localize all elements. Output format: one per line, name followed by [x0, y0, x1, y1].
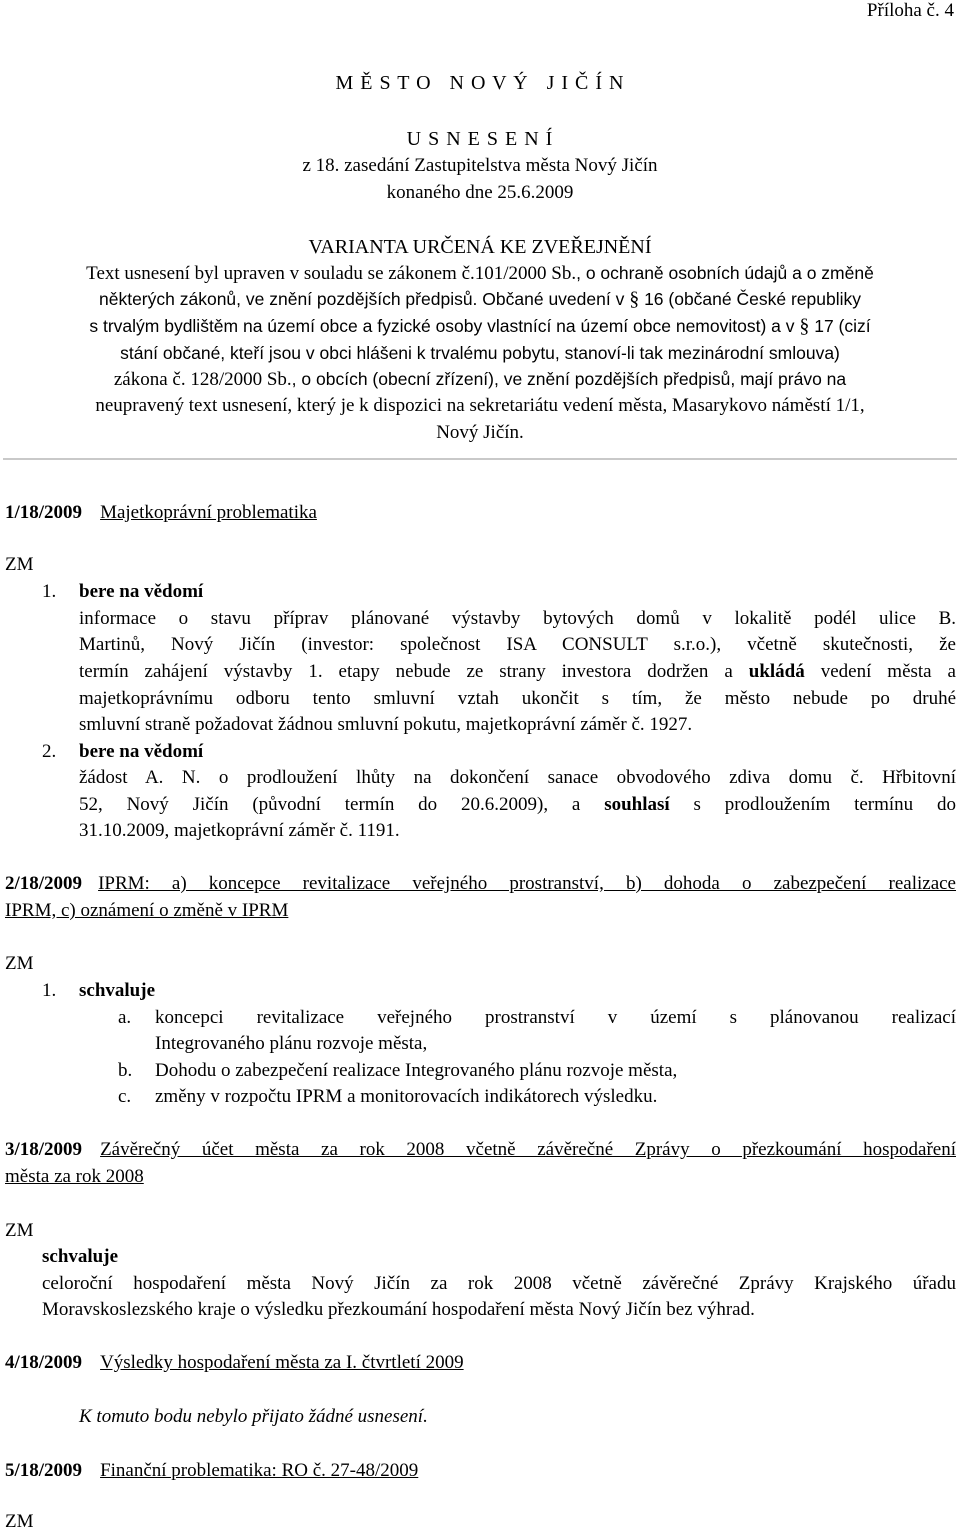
variant-title: VARIANTA URČENÁ KE ZVEŘEJNĚNÍ: [308, 236, 652, 258]
item-2-point-1: 1. schvaluje: [42, 980, 155, 1001]
item-title: IPRM: a) koncepce revitalizace veřejného prostranství, b) dohoda o zabezpečení realizace: [98, 873, 956, 894]
item-1-heading: [5, 500, 317, 526]
item-2-text-b: Dohodu o zabezpečení realizace Integrovaného plánu rozvoje města,: [155, 1060, 678, 1081]
item-number: 2/18/2009: [5, 873, 83, 894]
item-3-title-2: města za rok 2008: [5, 1166, 144, 1187]
resolution-title: U S N E S E N Í: [406, 128, 554, 150]
item-3-heading: [5, 1137, 956, 1163]
item-1-text-3: termín zahájení výstavby 1. etapy nebude ze strany investora dodržen a ukládá vedení města a: [79, 661, 956, 682]
held-date: konaného dne 25.6.2009: [386, 182, 574, 203]
item-2-title-2: IPRM, c) oznámení o změně v IPRM: [5, 900, 289, 921]
zm-label: ZM: [5, 1511, 34, 1532]
item-1-text-4: majetkoprávnímu odboru tento smluvní vztah ukončit s tím, že město nebude po druhé: [79, 688, 956, 709]
item-1-text-1: informace o stavu příprav plánované výstavby bytových domů v lokalitě podél ulice B.: [79, 608, 956, 629]
item-title: Majetkoprávní problematika: [100, 502, 317, 523]
item-1-text-8: 31.10.2009, majetkoprávní záměr č. 1191.: [79, 820, 400, 841]
item-2-text-a2: Integrovaného plánu rozvoje města,: [155, 1033, 428, 1054]
zm-label: ZM: [5, 953, 34, 974]
item-2-text-c: změny v rozpočtu IPRM a monitorovacích indikátorech výsledku.: [155, 1086, 658, 1107]
note-line-5: zákona č. 128/2000 Sb., o obcích (obecní zřízení), ve znění pozdějších předpisů, mají právo na: [113, 369, 847, 390]
item-title: Výsledky hospodaření města za I. čtvrtletí 2009: [100, 1352, 464, 1373]
item-2-letter-a: a.: [118, 1007, 132, 1028]
item-5-heading: [5, 1458, 418, 1484]
zm-label: ZM: [5, 554, 34, 575]
note-line-4: stání občané, kteří jsou v obci hlášeni k trvalému pobytu, stanoví-li tak mezinárodní smlouva): [120, 343, 840, 363]
item-3-decision: schvaluje: [42, 1246, 118, 1267]
item-4-heading: [5, 1350, 464, 1376]
item-2-heading: [5, 871, 956, 897]
section-divider: [3, 458, 957, 460]
item-2-text-a1: koncepci revitalizace veřejného prostranství v území s plánovanou realizací: [155, 1007, 956, 1028]
item-2-letter-c: c.: [118, 1086, 132, 1107]
zm-label: ZM: [5, 1220, 34, 1241]
note-line-3: s trvalým bydlištěm na území obce a fyzické osoby vlastnící na území obce nemovitost) a v § 17 (cizí: [89, 315, 871, 337]
note-line-1: Text usnesení byl upraven v souladu se zákonem č.101/2000 Sb., o ochraně osobních údajů a o změně: [86, 263, 874, 284]
session-line: z 18. zasedání Zastupitelstva města Nový Jičín: [302, 155, 658, 176]
item-number: 1/18/2009: [5, 502, 83, 523]
item-3-text-2: Moravskoslezského kraje o výsledku přezkoumání hospodaření města Nový Jičín bez výhrad.: [42, 1299, 755, 1320]
item-1-text-5: smluvní straně požadovat žádnou smluvní pokutu, majetkoprávní záměr č. 1927.: [79, 714, 693, 735]
item-title: Závěrečný účet města za rok 2008 včetně závěrečné Zprávy o přezkoumání hospodaření: [100, 1139, 956, 1160]
note-line-2: některých zákonů, ve znění pozdějších předpisů. Občané uvedení v § 16 (občané České republiky: [99, 288, 861, 310]
item-number: 4/18/2009: [5, 1352, 83, 1373]
item-3-text-1: celoroční hospodaření města Nový Jičín za rok 2008 včetně závěrečné Zprávy Krajského úřadu: [42, 1273, 956, 1294]
item-number: 3/18/2009: [5, 1139, 83, 1160]
note-line-7: Nový Jičín.: [436, 422, 524, 443]
city-title: M Ě S T O N O V Ý J I Č Í N: [335, 72, 625, 94]
item-1-point-2: 2. bere na vědomí: [42, 741, 204, 762]
item-1-text-6: žádost A. N. o prodloužení lhůty na dokončení sanace obvodového zdiva domu č. Hřbitovní: [79, 767, 956, 788]
item-2-letter-b: b.: [118, 1060, 133, 1081]
item-number: 5/18/2009: [5, 1460, 83, 1481]
item-title: Finanční problematika: RO č. 27-48/2009: [100, 1460, 419, 1481]
item-1-text-2: Martinů, Nový Jičín (investor: společnost ISA CONSULT s.r.o.), včetně skutečnosti, že: [79, 634, 956, 655]
note-line-6: neupravený text usnesení, který je k dispozici na sekretariátu vedení města, Masarykovo náměstí 1/1,: [95, 395, 865, 416]
item-1-point-1: 1. bere na vědomí: [42, 581, 204, 602]
attachment-label: Příloha č. 4: [866, 0, 954, 21]
item-1-text-7: 52, Nový Jičín (původní termín do 20.6.2009), a souhlasí s prodloužením termínu do: [79, 794, 956, 815]
item-4-note: K tomuto bodu nebylo přijato žádné usnesení.: [79, 1406, 428, 1427]
